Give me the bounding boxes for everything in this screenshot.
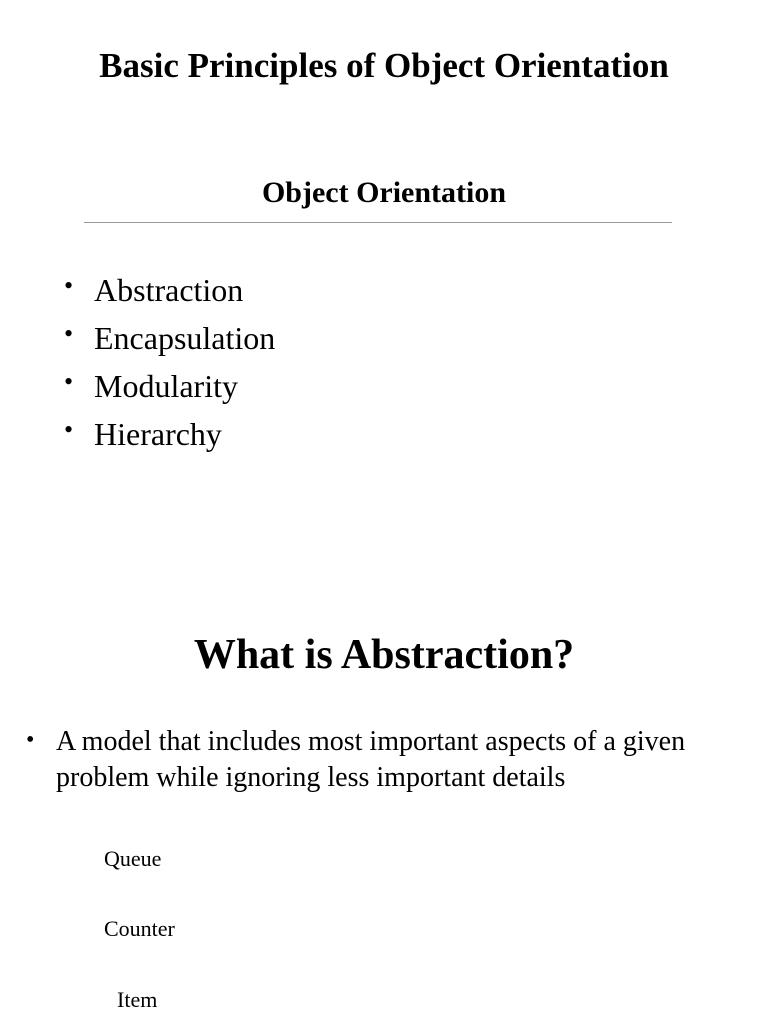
bullet-icon: • — [64, 319, 74, 348]
example-counter: Counter — [104, 916, 175, 941]
list-item — [60, 266, 275, 314]
divider — [84, 222, 672, 223]
example-queue: Queue — [104, 846, 162, 871]
principle-modularity: Modularity — [94, 368, 238, 404]
bullet-icon: • — [26, 727, 35, 753]
example-item: Item — [117, 987, 158, 1012]
principle-abstraction: Abstraction — [94, 272, 244, 308]
definition-item — [26, 724, 746, 796]
list-item — [60, 410, 275, 458]
definition-text: A model that includes most important aspects of a given problem while ignoring less important details — [56, 726, 686, 793]
section-subtitle: Object Orientation — [261, 176, 507, 209]
bullet-icon: • — [64, 271, 74, 300]
principles-list — [60, 266, 275, 458]
list-item — [60, 362, 275, 410]
principle-encapsulation: Encapsulation — [94, 320, 276, 356]
abstraction-heading: What is Abstraction? — [193, 632, 575, 678]
page-title: Basic Principles of Object Orientation — [99, 46, 669, 85]
bullet-icon: • — [64, 415, 74, 444]
principle-hierarchy: Hierarchy — [94, 416, 222, 452]
list-item — [60, 314, 275, 362]
bullet-icon: • — [64, 367, 74, 396]
